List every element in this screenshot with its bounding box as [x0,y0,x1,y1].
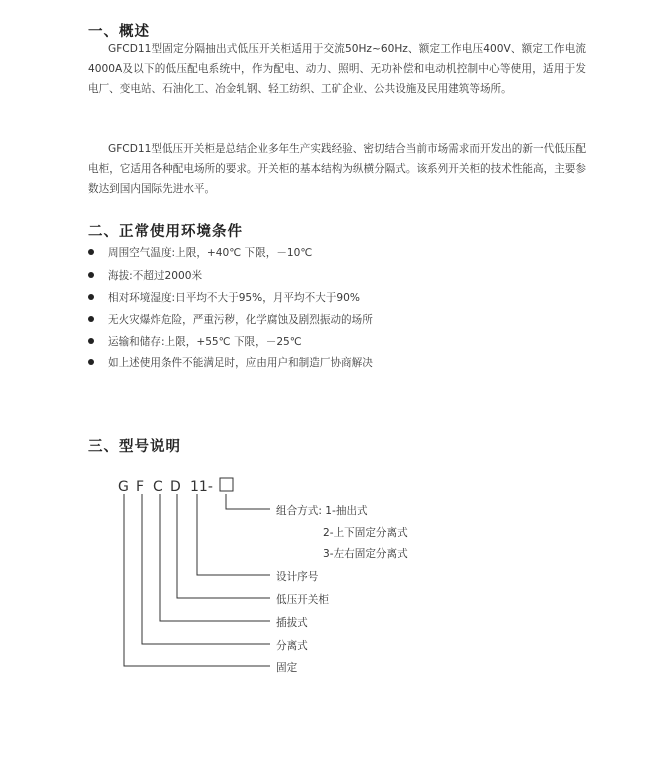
environment-item-text: 运输和储存:上限，+55℃ 下限，－25℃ [108,336,302,348]
label-separated: 分离式 [276,640,308,652]
assembly-mode-box [220,478,233,491]
label-fixed: 固定 [276,662,298,674]
overview-paragraph-1-text: GFCD11型固定分隔抽出式低压开关柜适用于交流50Hz~60Hz、额定工作电压400V、额定工作电流4000A及以下的低压配电系统中，作为配电、动力、照明、无功补偿和电动机控制中心等使用，适用于发电厂、变电站、石油化工、冶金轧钢、轻工纺织、工矿企业、公共设施及民用建筑等场所。 [88,43,586,95]
code-letter-c: C [153,479,163,495]
code-suffix: 11- [190,479,213,495]
code-letter-f: F [136,479,145,495]
label-plugin: 插拔式 [276,617,308,629]
environment-item-text: 无火灾爆炸危险，严重污秽，化学腐蚀及剧烈振动的场所 [108,314,373,326]
code-letter-d: D [170,479,181,495]
label-lv-cabinet: 低压开关柜 [276,594,329,606]
label-assembly-3: 3-左右固定分离式 [323,548,408,560]
code-letter-g: G [118,479,129,495]
environment-item-text: 周围空气温度:上限，+40℃ 下限，－10℃ [108,247,313,259]
label-assembly-1: 组合方式: 1-抽出式 [276,505,368,517]
environment-item-text: 海拔:不超过2000米 [108,270,203,282]
environment-item-text: 如上述使用条件不能满足时，应由用户和制造厂协商解决 [108,357,373,369]
overview-paragraph-2-text: GFCD11型低压开关柜是总结企业多年生产实践经验、密切结合当前市场需求而开发出的新一代低压配电柜，它适用各种配电场所的要求。开关柜的基本结构为纵横分隔式。该系列开关柜的技术性能高，主要参数达到国内国际先进水平。 [88,143,586,195]
leader-line-assembly [226,494,270,509]
leader-line-lv-cabinet [177,494,270,598]
section-title-overview: 一、概述 [88,24,150,40]
section-title-environment: 二、正常使用环境条件 [88,224,243,240]
environment-item-text: 相对环境湿度:日平均不大于95%，月平均不大于90% [108,292,360,304]
label-serial: 设计序号 [276,571,319,583]
leader-line-serial [197,494,270,575]
label-assembly-2: 2-上下固定分离式 [323,527,408,539]
section-title-model: 三、型号说明 [88,439,181,455]
